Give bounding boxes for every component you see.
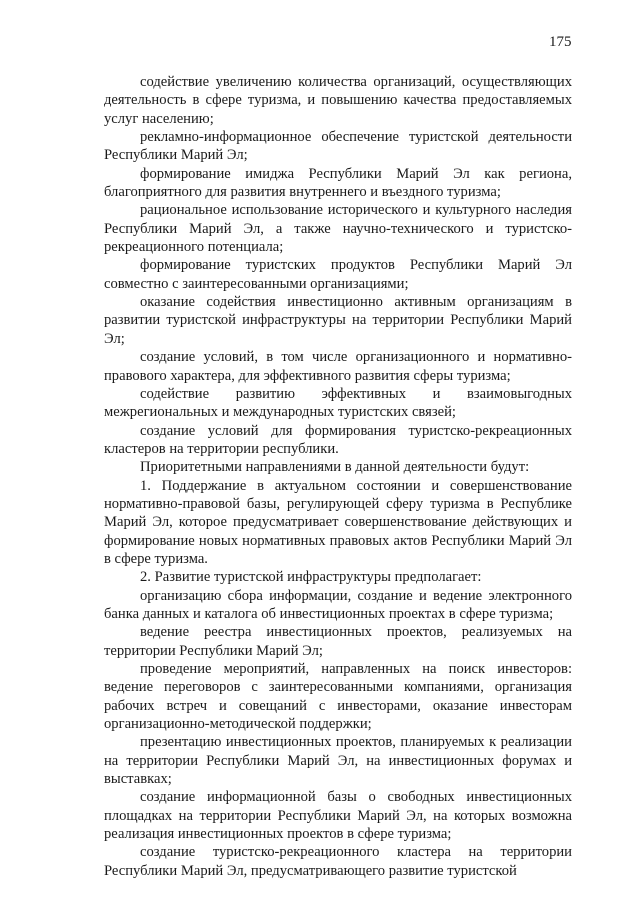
paragraph: рекламно-информационное обеспечение туристской деятельности Республики Марий Эл; xyxy=(104,129,572,164)
paragraph: ведение реестра инвестиционных проектов, реализуемых на территории Республики Марий Эл; xyxy=(104,624,572,659)
paragraph: содействие увеличению количества организаций, осуществляющих деятельность в сфере туризма, и повышению качества предоставляемых услуг населению; xyxy=(104,74,572,127)
paragraph: создание туристско-рекреационного кластера на территории Республики Марий Эл, предусматривающего развитие туристской xyxy=(104,844,572,879)
paragraph: оказание содействия инвестиционно активным организациям в развитии туристской инфраструктуры на территории Республики Марий Эл; xyxy=(104,294,572,347)
paragraph: проведение мероприятий, направленных на поиск инвесторов: ведение переговоров с заинтересованными компаниями, организация рабочих встреч и совещаний с инвесторами, оказание инвесторам организационно-методической поддержки; xyxy=(104,661,572,733)
page-number: 175 xyxy=(549,34,572,50)
paragraph: организацию сбора информации, создание и ведение электронного банка данных и каталога об инвестиционных проектах в сфере туризма; xyxy=(104,587,572,622)
document-body xyxy=(104,73,572,880)
paragraph: формирование имиджа Республики Марий Эл как региона, благоприятного для развития внутреннего и въездного туризма; xyxy=(104,165,572,201)
paragraph: создание информационной базы о свободных инвестиционных площадках на территории Республики Марий Эл, на которых возможна реализация инвестиционных проектов в сфере туризма; xyxy=(104,789,572,843)
paragraph: создание условий, в том числе организационного и нормативно-правового характера, для эффективного развития сферы туризма; xyxy=(104,349,572,384)
paragraph: формирование туристских продуктов Республики Марий Эл совместно с заинтересованными организациями; xyxy=(104,257,572,292)
paragraph: содействие развитию эффективных и взаимовыгодных межрегиональных и международных туристских связей; xyxy=(104,385,572,421)
paragraph: создание условий для формирования туристско-рекреационных кластеров на территории республики. xyxy=(104,422,572,457)
paragraph: Приоритетными направлениями в данной деятельности будут: xyxy=(140,459,530,476)
paragraph: 1. Поддержание в актуальном состоянии и совершенствование нормативно-правовой базы, регулирующей сферу туризма в Республике Марий Эл, которое предусматривает совершенствование действующих и формирование новых нормативных правовых актов Республики Марий Эл в сфере туризма. xyxy=(104,477,572,567)
paragraph: 2. Развитие туристской инфраструктуры предполагает: xyxy=(140,569,482,586)
paragraph: рациональное использование исторического и культурного наследия Республики Марий Эл, а также научно-технического и туристско-рекреационного потенциала; xyxy=(104,202,572,256)
paragraph: презентацию инвестиционных проектов, планируемых к реализации на территории Республики Марий Эл, на инвестиционных форумах и выставках; xyxy=(104,734,572,788)
